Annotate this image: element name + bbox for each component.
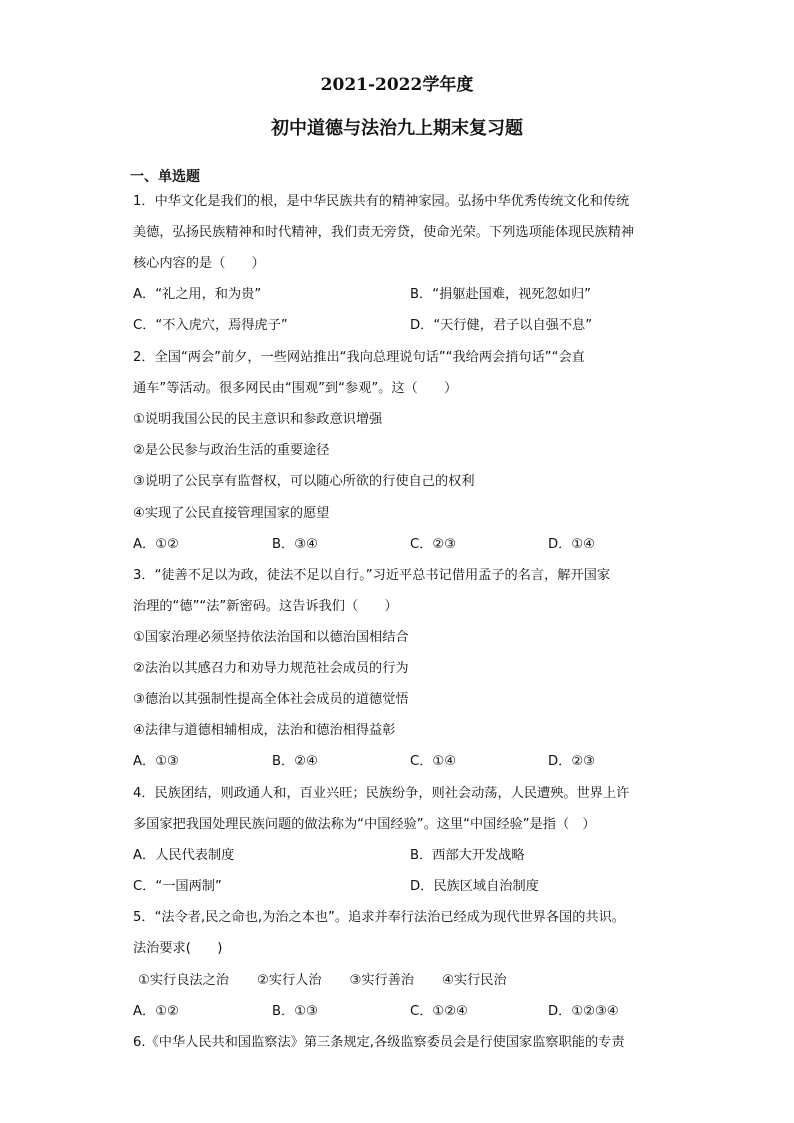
q3-option-c: C．①④ — [410, 754, 457, 769]
q4-option-a: A．人民代表制度 — [133, 848, 235, 863]
q1-stem-line-2: 美德，弘扬民族精神和时代精神，我们责无旁贷，使命光荣。下列选项能体现民族精神 — [133, 225, 635, 240]
q3-option-a: A．①③ — [133, 754, 179, 769]
q5-option-a: A．①② — [133, 1004, 179, 1019]
q4-option-c: C．“一国两制” — [133, 879, 222, 894]
q5-stem-line-1: 5．“法令者,民之命也,为治之本也”。追求并奉行法治已经成为现代世界各国的共识。 — [133, 910, 625, 925]
document-year: 2021-2022学年度 — [320, 75, 474, 95]
q5-items-row — [138, 972, 535, 990]
q2-option-c: C．②③ — [410, 537, 457, 552]
q2-stem-line-2: 通车”等活动。很多网民由“围观”到“参观”。这（ ） — [133, 381, 458, 396]
q5-stem-line-2: 法治要求( ) — [133, 941, 223, 956]
q5-item-4: ④实行民治 — [442, 973, 507, 988]
q1-option-a: A．“礼之用，和为贵” — [133, 287, 262, 302]
q2-option-a: A．①② — [133, 537, 179, 552]
q3-stem-line-2: 治理的“德”“法”新密码。这告诉我们（ ） — [133, 599, 398, 614]
q3-stem-line-1: 3．“徒善不足以为政，徒法不足以自行。”习近平总书记借用孟子的名言，解开国家 — [133, 568, 611, 583]
q2-item-4: ④实现了公民直接管理国家的愿望 — [133, 506, 330, 521]
document-title: 初中道德与法治九上期末复习题 — [271, 118, 523, 139]
q2-item-3: ③说明了公民享有监督权，可以随心所欲的行使自己的权利 — [133, 474, 475, 489]
q4-option-d: D．民族区域自治制度 — [410, 879, 539, 894]
q2-option-b: B．③④ — [272, 537, 318, 552]
q4-stem-line-1: 4．民族团结，则政通人和，百业兴旺；民族纷争，则社会动荡，人民遭殃。世界上许 — [133, 786, 630, 801]
section-heading: 一、单选题 — [130, 169, 200, 185]
q1-stem-line-1: 1．中华文化是我们的根，是中华民族共有的精神家园。弘扬中华优秀传统文化和传统 — [133, 194, 630, 209]
q3-option-b: B．②④ — [272, 754, 318, 769]
q2-option-d: D．①④ — [548, 537, 595, 552]
q3-item-3: ③德治以其强制性提高全体社会成员的道德觉悟 — [133, 692, 409, 707]
q5-item-1: ①实行良法之治 — [138, 973, 229, 988]
q2-item-2: ②是公民参与政治生活的重要途径 — [133, 443, 330, 458]
q3-item-2: ②法治以其感召力和劝导力规范社会成员的行为 — [133, 661, 409, 676]
q4-stem-line-2: 多国家把我国处理民族问题的做法称为“中国经验”。这里“中国经验”是指（ ） — [133, 817, 596, 832]
q3-option-d: D．②③ — [548, 754, 595, 769]
q4-option-b: B．西部大开发战略 — [410, 848, 525, 863]
q1-option-b: B．“捐躯赴国难，视死忽如归” — [410, 287, 591, 302]
q2-item-1: ①说明我国公民的民主意识和参政意识增强 — [133, 412, 383, 427]
q1-option-c: C．“不入虎穴，焉得虎子” — [133, 318, 288, 333]
q1-option-d: D．“天行健，君子以自强不息” — [410, 318, 593, 333]
q6-stem-line-1: 6.《中华人民共和国监察法》第三条规定,各级监察委员会是行使国家监察职能的专责 — [133, 1035, 625, 1050]
q5-item-2: ②实行人治 — [256, 973, 322, 988]
q5-option-c: C．①②④ — [410, 1004, 468, 1019]
q5-item-3: ③实行善治 — [349, 973, 415, 988]
q5-option-d: D．①②③④ — [548, 1004, 619, 1019]
q2-stem-line-1: 2．全国“两会”前夕，一些网站推出“我向总理说句话”“我给两会捎句话”“会直 — [133, 350, 585, 365]
q3-item-4: ④法律与道德相辅相成，法治和德治相得益彰 — [133, 723, 396, 738]
q3-item-1: ①国家治理必须坚持依法治国和以德治国相结合 — [133, 630, 409, 645]
q1-stem-line-3: 核心内容的是（ ） — [133, 256, 265, 271]
q5-option-b: B．①③ — [272, 1004, 318, 1019]
